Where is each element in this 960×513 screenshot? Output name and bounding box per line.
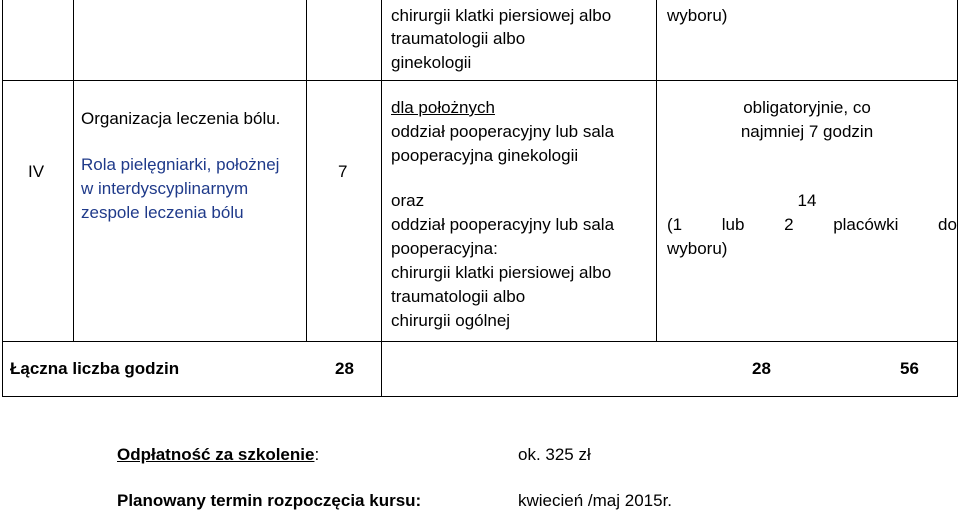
place-line: traumatologii albo bbox=[391, 287, 526, 306]
practice-option-word: do bbox=[938, 215, 957, 234]
practice-option-line bbox=[667, 213, 957, 237]
practice-option-word: (1 bbox=[667, 215, 683, 234]
place-heading: dla położnych bbox=[391, 98, 495, 117]
place-line: pooperacyjna ginekologii bbox=[391, 146, 579, 165]
practice-hours: 14 bbox=[797, 191, 817, 210]
topic-line: Rola pielęgniarki, położnej bbox=[81, 155, 280, 174]
table-col-divider-4 bbox=[656, 0, 657, 341]
totals-practice: 28 bbox=[752, 359, 771, 378]
theory-hours: 7 bbox=[338, 162, 348, 181]
fee-label-text: Odpłatność za szkolenie bbox=[117, 445, 315, 464]
table-right-border bbox=[957, 0, 958, 396]
table-left-border bbox=[2, 0, 3, 396]
place-line: chirurgii klatki piersiowej albo bbox=[391, 263, 612, 282]
practice-option-word: lub bbox=[721, 215, 745, 234]
practice-note: najmniej 7 godzin bbox=[740, 122, 874, 141]
fee-value: ok. 325 zł bbox=[518, 445, 591, 464]
place-line: oddział pooperacyjny lub sala bbox=[391, 122, 615, 141]
topic-line: w interdyscyplinarnym bbox=[81, 179, 249, 198]
start-label: Planowany termin rozpoczęcia kursu: bbox=[117, 491, 422, 510]
practice-option-end: wyboru) bbox=[667, 239, 728, 258]
row-divider-top bbox=[2, 80, 958, 81]
top-row-place-line: chirurgii klatki piersiowej albo bbox=[391, 6, 612, 25]
totals-sum: 56 bbox=[900, 359, 919, 378]
top-row-place-line: traumatologii albo bbox=[391, 29, 526, 48]
module-number: IV bbox=[28, 162, 45, 181]
table-col-divider-3 bbox=[381, 0, 382, 396]
top-row-practice-text: wyboru) bbox=[667, 6, 728, 25]
start-value: kwiecień /maj 2015r. bbox=[518, 491, 673, 510]
table-col-divider-1 bbox=[73, 0, 74, 341]
fee-label-colon: : bbox=[314, 445, 320, 464]
practice-option-word: placówki bbox=[833, 215, 899, 234]
place-line: chirurgii ogólnej bbox=[391, 311, 511, 330]
fee-label bbox=[117, 443, 319, 467]
topic-line: zespole leczenia bólu bbox=[81, 203, 244, 222]
place-line: oddział pooperacyjny lub sala bbox=[391, 215, 615, 234]
top-row-place-line: ginekologii bbox=[391, 53, 472, 72]
place-line: oraz bbox=[391, 191, 425, 210]
table-col-divider-2 bbox=[306, 0, 307, 341]
practice-note: obligatoryjnie, co bbox=[743, 98, 871, 117]
place-line: pooperacyjna: bbox=[391, 239, 498, 258]
totals-label: Łączna liczba godzin bbox=[10, 359, 180, 378]
table-bottom-border bbox=[2, 396, 958, 397]
topic-line: Organizacja leczenia bólu. bbox=[81, 109, 281, 128]
row-divider-totals-top bbox=[2, 341, 958, 342]
totals-theory: 28 bbox=[335, 359, 354, 378]
practice-option-word: 2 bbox=[784, 215, 794, 234]
